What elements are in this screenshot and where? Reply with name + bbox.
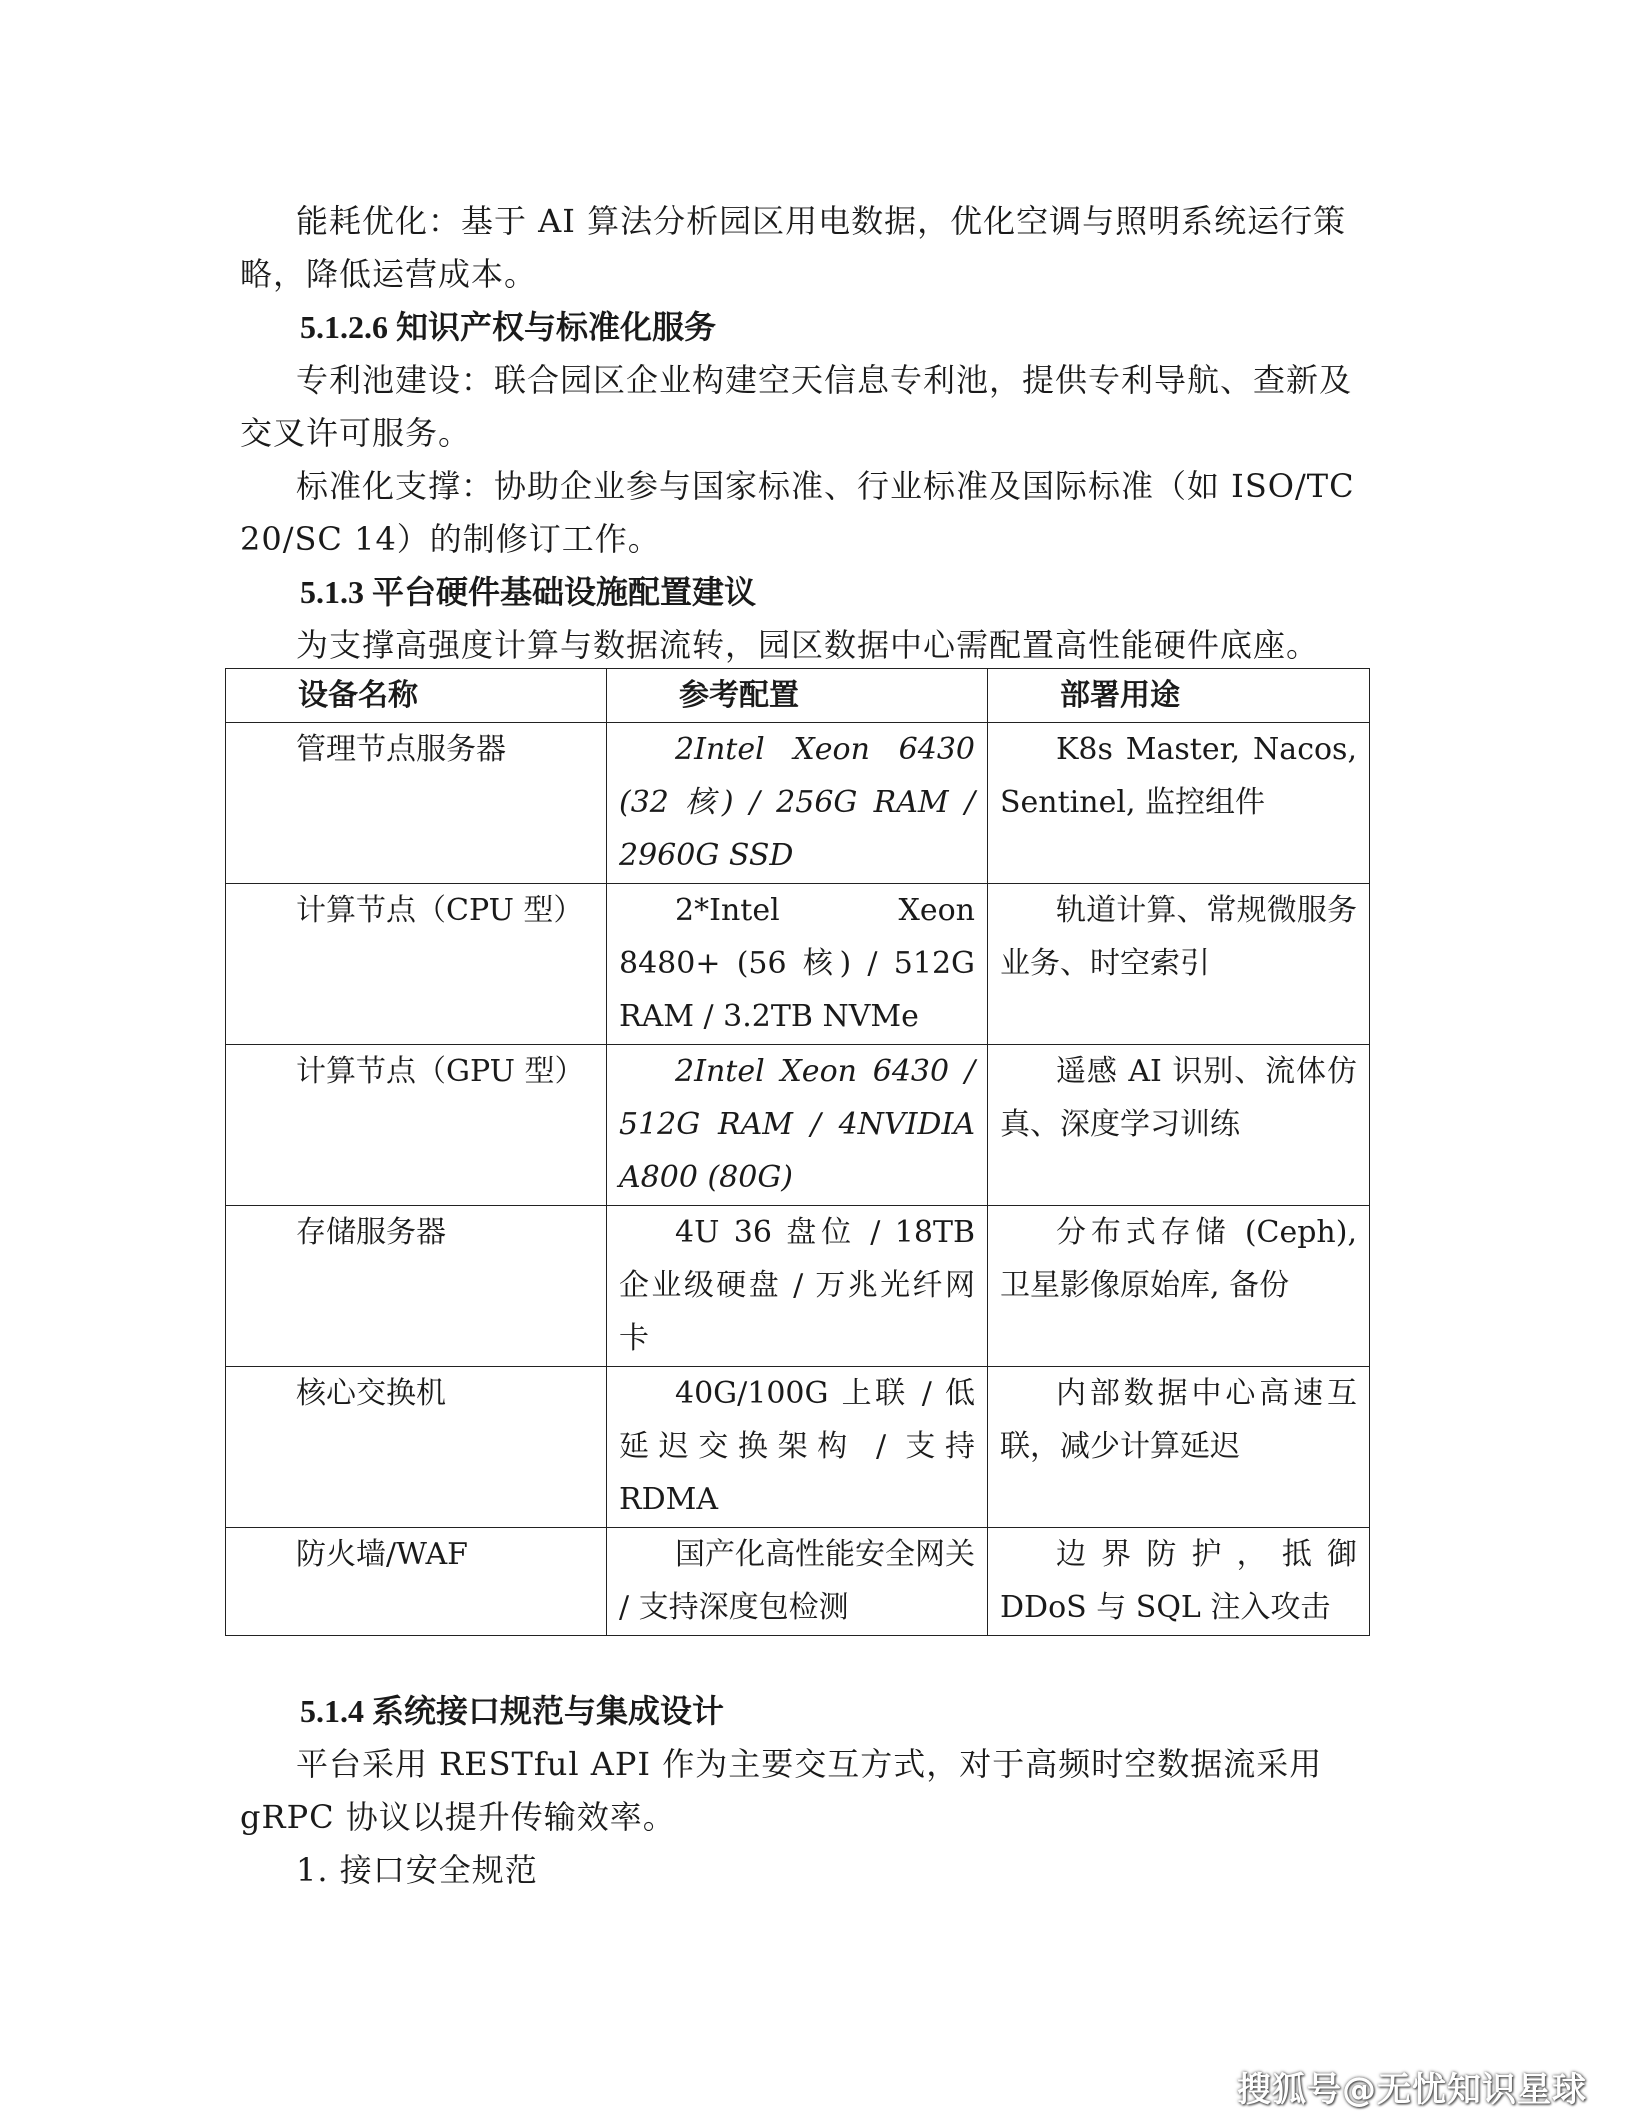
list-item: 1. 接口安全规范 bbox=[296, 1851, 538, 1889]
device-name-cell: 防火墙/WAF bbox=[226, 1528, 607, 1636]
device-name-cell: 计算节点（CPU 型） bbox=[226, 884, 607, 1045]
paragraph-standard: 标准化支撑：协助企业参与国家标准、行业标准及国际标准（如 ISO/TC 20/SC 14）的制修订工作。 bbox=[240, 467, 1355, 558]
table-row bbox=[226, 1045, 1370, 1206]
table-row bbox=[226, 884, 1370, 1045]
table-row bbox=[226, 1206, 1370, 1367]
config-cell: 40G/100G 上联 / 低延迟交换架构 / 支持 RDMA bbox=[607, 1367, 988, 1528]
column-header: 参考配置 bbox=[607, 669, 988, 723]
table-header-row bbox=[226, 669, 1370, 723]
heading-5-1-3: 5.1.3 平台硬件基础设施配置建议 bbox=[300, 574, 757, 610]
heading-5-1-4: 5.1.4 系统接口规范与集成设计 bbox=[300, 1693, 725, 1729]
device-name-cell: 核心交换机 bbox=[226, 1367, 607, 1528]
usage-cell: 边界防护，抵御 DDoS 与 SQL 注入攻击 bbox=[988, 1528, 1370, 1636]
paragraph-intro: 为支撑高强度计算与数据流转，园区数据中心需配置高性能硬件底座。 bbox=[296, 626, 1320, 664]
config-cell: 国产化高性能安全网关 / 支持深度包检测 bbox=[607, 1528, 988, 1636]
usage-cell: K8s Master, Nacos, Sentinel, 监控组件 bbox=[988, 723, 1370, 884]
config-cell: 4U 36 盘位 / 18TB 企业级硬盘 / 万兆光纤网卡 bbox=[607, 1206, 988, 1367]
watermark-text: 搜狐号@无忧知识星球 bbox=[1237, 2070, 1587, 2110]
device-name-cell: 计算节点（GPU 型） bbox=[226, 1045, 607, 1206]
paragraph-interface: 平台采用 RESTful API 作为主要交互方式，对于高频时空数据流采用 gRPC 协议以提升传输效率。 bbox=[240, 1745, 1323, 1836]
paragraph-patent: 专利池建设：联合园区企业构建空天信息专利池，提供专利导航、查新及交叉许可服务。 bbox=[240, 361, 1353, 452]
device-name-cell: 管理节点服务器 bbox=[226, 723, 607, 884]
table-row bbox=[226, 1528, 1370, 1636]
usage-cell: 轨道计算、常规微服务业务、时空索引 bbox=[988, 884, 1370, 1045]
usage-cell: 遥感 AI 识别、流体仿真、深度学习训练 bbox=[988, 1045, 1370, 1206]
table-row bbox=[226, 1367, 1370, 1528]
hardware-table bbox=[225, 668, 1370, 1636]
column-header: 部署用途 bbox=[988, 669, 1370, 723]
heading-5-1-2-6: 5.1.2.6 知识产权与标准化服务 bbox=[300, 309, 717, 345]
config-cell: 2Intel Xeon 6430 / 512G RAM / 4NVIDIA A800 (80G) bbox=[607, 1045, 988, 1206]
table-row bbox=[226, 723, 1370, 884]
paragraph-energy: 能耗优化：基于 AI 算法分析园区用电数据，优化空调与照明系统运行策略，降低运营成本。 bbox=[240, 202, 1347, 293]
config-cell: 2Intel Xeon 6430 (32 核) / 256G RAM / 2960G SSD bbox=[607, 723, 988, 884]
config-cell: 2*Intel Xeon 8480+ (56 核) / 512G RAM / 3.2TB NVMe bbox=[607, 884, 988, 1045]
column-header: 设备名称 bbox=[226, 669, 607, 723]
usage-cell: 分布式存储 (Ceph), 卫星影像原始库, 备份 bbox=[988, 1206, 1370, 1367]
usage-cell: 内部数据中心高速互联，减少计算延迟 bbox=[988, 1367, 1370, 1528]
device-name-cell: 存储服务器 bbox=[226, 1206, 607, 1367]
